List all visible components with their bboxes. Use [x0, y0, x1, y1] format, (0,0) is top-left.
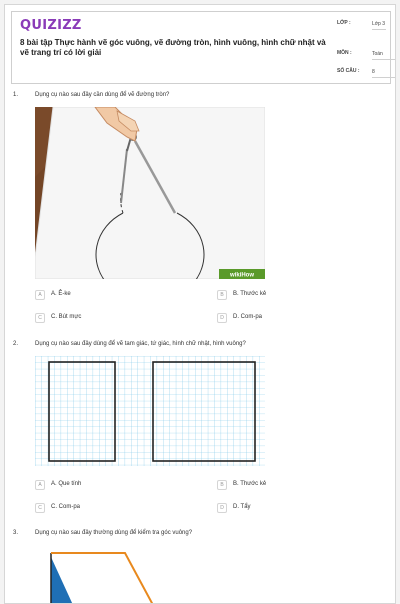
option-1a[interactable] — [35, 290, 185, 300]
meta-subject-label: MÔN : — [337, 50, 352, 56]
worksheet-page — [4, 4, 396, 604]
grid-squares-svg — [35, 356, 265, 466]
question-number: 3. — [13, 530, 19, 536]
option-1b[interactable] — [217, 290, 367, 300]
quizizz-logo: QUIZIZZ — [20, 18, 82, 33]
compass-drawing-image — [35, 107, 265, 279]
option-2b[interactable] — [217, 480, 367, 490]
option-letter: C — [35, 503, 45, 513]
question-text: Dụng cụ nào sau đây thường dùng để kiểm tra góc vuông? — [35, 530, 193, 536]
option-text: C. Bút mực — [51, 314, 82, 320]
option-letter: A — [35, 290, 45, 300]
option-letter: C — [35, 313, 45, 323]
meta-count-value: 8 — [372, 68, 396, 78]
meta-grade-label: LỚP : — [337, 20, 351, 26]
option-letter: B — [217, 480, 227, 490]
set-square-image — [35, 545, 165, 604]
question-text: Dụng cụ nào sau đây cần dùng để vẽ đường tròn? — [35, 92, 170, 98]
option-text: D. Tẩy — [233, 504, 251, 510]
question-number: 1. — [13, 92, 19, 98]
meta-count-label: SỐ CÂU : — [337, 68, 360, 74]
option-1d[interactable] — [217, 313, 367, 323]
option-text: C. Com-pa — [51, 504, 81, 510]
option-2a[interactable] — [35, 480, 185, 490]
compass-drawing-svg — [35, 107, 265, 279]
option-1c[interactable] — [35, 313, 185, 323]
option-letter: D — [217, 313, 227, 323]
meta-grade-value: Lớp 3 — [372, 20, 386, 30]
grid-squares-image — [35, 356, 265, 466]
option-letter: A — [35, 480, 45, 490]
option-2d[interactable] — [217, 503, 367, 513]
worksheet-header — [11, 11, 391, 84]
option-2c[interactable] — [35, 503, 185, 513]
option-letter: B — [217, 290, 227, 300]
question-text: Dụng cụ nào sau đây dùng để vẽ tam giác, tứ giác, hình chữ nhật, hình vuông? — [35, 341, 246, 347]
option-text: A. Que tính — [51, 481, 82, 487]
option-text: D. Com-pa — [233, 314, 263, 320]
wikihow-watermark: wikiHow — [229, 272, 255, 279]
option-text: B. Thước kẻ — [233, 481, 267, 487]
option-text: A. Ê-ke — [51, 291, 71, 297]
option-text: B. Thước kẻ — [233, 291, 267, 297]
meta-subject-value: Toán — [372, 50, 396, 60]
question-number: 2. — [13, 341, 19, 347]
set-square-svg — [35, 545, 165, 604]
worksheet-title: 8 bài tập Thực hành vẽ góc vuông, vẽ đường tròn, hình vuông, hình chữ nhật và vẽ trang trí có lời giải — [20, 38, 326, 57]
option-letter: D — [217, 503, 227, 513]
